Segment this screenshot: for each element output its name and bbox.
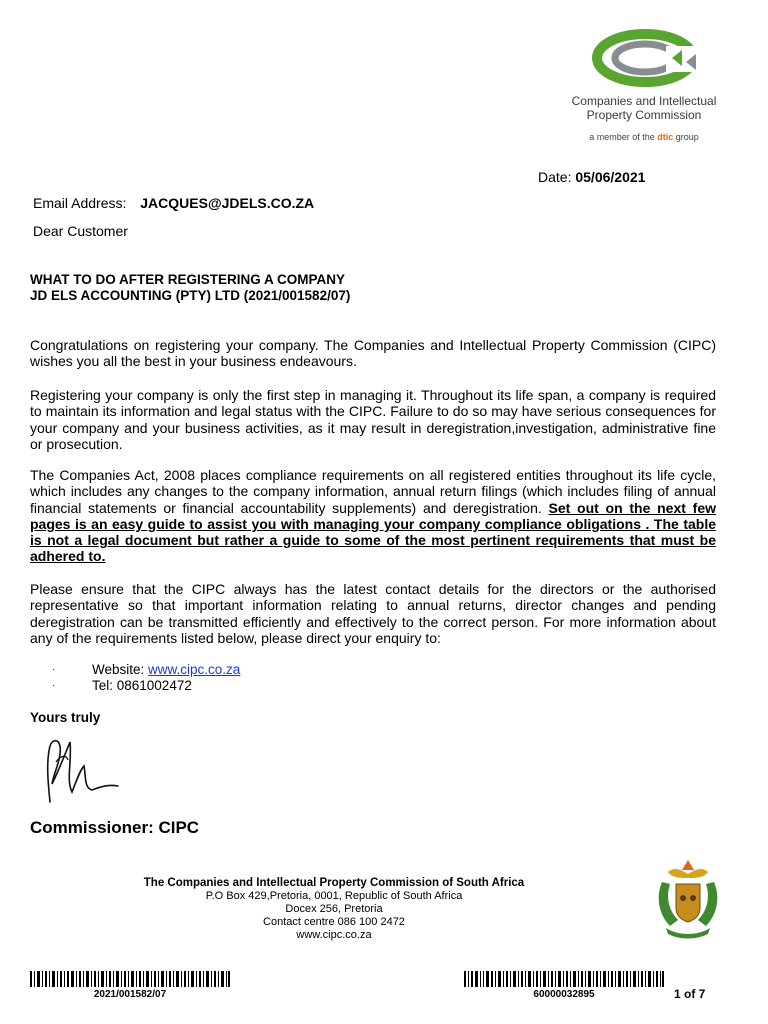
footer-org-name: The Companies and Intellectual Property Commission of South Africa	[143, 877, 525, 889]
signatory-title: Commissioner: CIPC	[30, 818, 200, 837]
cipc-logo-mark-icon	[590, 28, 700, 94]
website-label: Website:	[92, 662, 149, 677]
footer-line: www.cipc.co.za	[296, 929, 372, 941]
greeting: Dear Customer	[33, 223, 128, 239]
contact-list	[52, 662, 240, 694]
email-address	[33, 195, 314, 211]
paragraph-companies-act	[30, 467, 716, 565]
coat-of-arms-icon	[650, 856, 726, 940]
barcode-left-label: 2021/001582/07	[93, 989, 167, 1000]
page-indicator: 1 of 7	[674, 987, 706, 1001]
logo-name-line1: Companies and Intellectual	[571, 94, 717, 108]
heading-line2: JD ELS ACCOUNTING (PTY) LTD (2021/001582/07)	[30, 288, 351, 303]
telephone-text: Tel: 0861002472	[92, 678, 192, 693]
website-link[interactable]: www.cipc.co.za	[148, 662, 241, 677]
date-label: Date:	[538, 169, 572, 185]
footer-line: P.O Box 429,Pretoria, 0001, Republic of South Africa	[205, 890, 463, 902]
guide-emphasis-text: Set out on the next few pages is an easy guide to assist you with managing your company compliance obligations . The table is not a legal document but rather a guide to some of the most pertinent requirements that must be adhered to.	[30, 499, 716, 565]
cipc-logo	[560, 28, 728, 146]
paragraph-congratulations: Congratulations on registering your company. The Companies and Intellectual Property Commission (CIPC) wishes you all the best in your business endeavours.	[30, 337, 716, 370]
list-item	[52, 662, 240, 678]
logo-tagline-suffix: group	[675, 132, 699, 142]
barcode-right-label: 60000032895	[533, 989, 595, 1000]
footer-line: Contact centre 086 100 2472	[263, 916, 405, 928]
signature-icon	[36, 732, 126, 810]
footer-address	[100, 877, 568, 942]
barcode-right-icon	[464, 971, 664, 987]
companies-act-text: The Companies Act, 2008 places compliance requirements on all registered entities throughout its life cycle, which includes any changes to the company information, annual return filings (which includes filing of annual financial statements or financial accountability supplements) and deregistration.	[30, 467, 716, 516]
heading-line1: WHAT TO DO AFTER REGISTERING A COMPANY	[30, 272, 345, 287]
bullet: ·	[52, 664, 56, 675]
list-item	[52, 678, 240, 694]
logo-org-name	[560, 94, 728, 122]
logo-tagline-prefix: a member of the	[589, 132, 655, 142]
footer-line: Docex 256, Pretoria	[285, 903, 383, 915]
email-label: Email Address:	[33, 195, 127, 211]
closing: Yours truly	[30, 710, 101, 725]
logo-tagline-brand: dtic	[657, 132, 674, 142]
logo-name-line2: Property Commission	[586, 108, 702, 122]
bullet: ·	[52, 680, 56, 691]
paragraph-registering: Registering your company is only the first step in managing it. Throughout its life span, a company is required to maintain its information and legal status with the CIPC. Failure to do so may have serious consequences for your company and your business activities, as it may result in deregistration,investigation, administrative fine or prosecution.	[30, 387, 716, 452]
letter-heading	[30, 272, 350, 304]
logo-tagline	[560, 132, 728, 142]
barcode-left-icon	[30, 971, 230, 987]
paragraph-contact-details: Please ensure that the CIPC always has the latest contact details for the directors or the authorised representative so that important information relating to annual returns, director changes and pending deregistration can be transmitted efficiently and effectively to the correct person. For more information about any of the requirements listed below, please direct your enquiry to:	[30, 581, 716, 646]
email-value: JACQUES@JDELS.CO.ZA	[140, 195, 315, 211]
date-value: 05/06/2021	[575, 169, 646, 185]
letter-date	[538, 169, 645, 185]
